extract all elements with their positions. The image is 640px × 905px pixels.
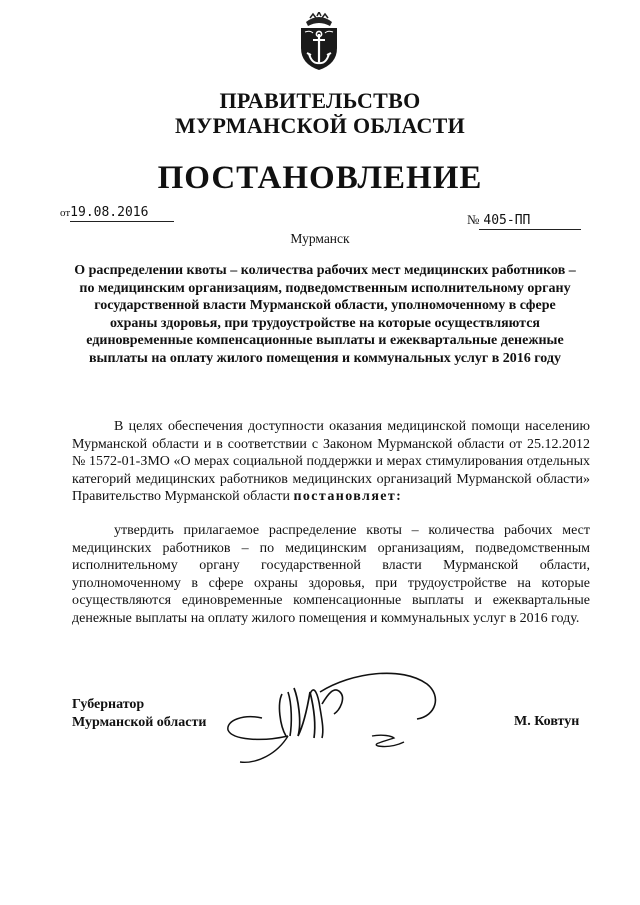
date-value: 19.08.2016: [70, 205, 174, 222]
document-date: [60, 204, 174, 222]
handwritten-signature: [222, 664, 462, 774]
document-type-title: ПОСТАНОВЛЕНИЕ: [157, 160, 483, 196]
paragraph-1-text: В целях обеспечения доступности оказания медицинской помощи населению Мурманской области и в соответствии с Законом Мурманской области от 25.12.2012 № 1572-01-ЗМО «О мерах социальной поддержки и мерах стимулирования отдельных категорий медицинских работников медицинских организаций Мурманской области» Правительство Мурманской области: [72, 419, 590, 504]
number-prefix: №: [467, 212, 480, 227]
government-title-line1: ПРАВИТЕЛЬСТВО: [219, 88, 421, 113]
document-subject: О распределении квоты – количества рабочих мест медицинских работников – по медицинским организациям, подведомственным исполнительному органу государственной власти Мурманской области, уполномоченному в сфере охраны здоровья, при трудоустройстве на которые осуществляются единовременные компенсационные выплаты и ежеквартальные денежные выплаты на оплату жилого помещения и коммунальных услуг в 2016 году: [74, 263, 576, 366]
document-number: [467, 212, 581, 230]
date-prefix: от: [60, 207, 71, 219]
government-title-line2: МУРМАНСКОЙ ОБЛАСТИ: [174, 113, 466, 138]
resolves-keyword: постановляет:: [293, 489, 403, 504]
body-paragraph-1: [72, 418, 590, 506]
signatory-position-line2: Мурманской области: [72, 715, 207, 730]
body-paragraph-2: утвердить прилагаемое распределение квоты – количества рабочих мест медицинских работников – по медицинским организациям, подведомственным исполнительному органу государственной власти Мурманской области, уполномоченному в сфере охраны здоровья, при трудоустройстве на которые осуществляются единовременные компенсационные выплаты и ежеквартальные денежные выплаты на оплату жилого помещения и коммунальных услуг в 2016 году.: [72, 523, 590, 626]
number-value: 405-ПП: [479, 213, 581, 230]
signatory-name: М. Ковтун: [514, 714, 580, 729]
coat-of-arms-emblem-icon: [296, 12, 342, 72]
signatory-position-line1: Губернатор: [72, 697, 145, 712]
city-name: Мурманск: [290, 231, 350, 246]
signatory-position: [72, 696, 206, 732]
